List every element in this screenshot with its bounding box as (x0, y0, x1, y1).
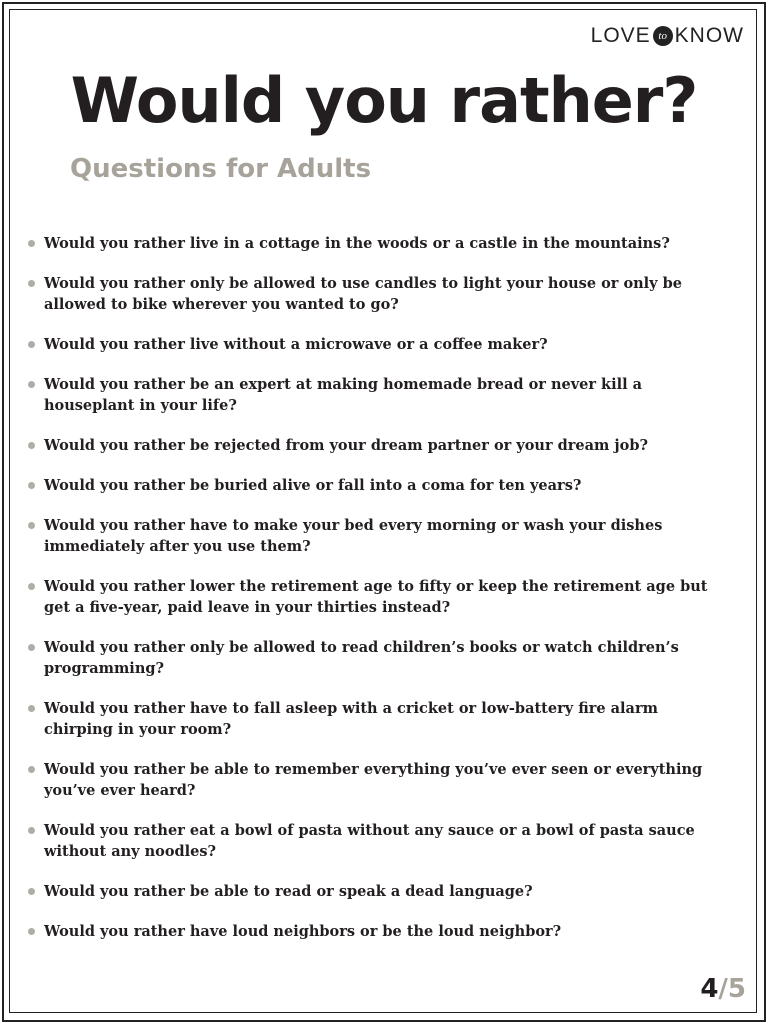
bullet-icon (28, 705, 35, 712)
bullet-icon (28, 522, 35, 529)
question-list (28, 233, 718, 961)
question-text: Would you rather have to fall asleep with a cricket or low-battery fire alarm chirping in your room? (44, 700, 658, 738)
page-number (700, 974, 746, 1004)
bullet-icon (28, 381, 35, 388)
list-item (28, 334, 718, 355)
lovetoknow-logo (591, 24, 744, 48)
question-text: Would you rather have to make your bed every morning or wash your dishes immediately after you use them? (44, 517, 663, 555)
question-text: Would you rather be buried alive or fall into a coma for ten years? (44, 477, 582, 494)
bullet-icon (28, 240, 35, 247)
bullet-icon (28, 482, 35, 489)
bullet-icon (28, 827, 35, 834)
logo-text-know: KNOW (674, 24, 744, 47)
page-separator: / (718, 974, 728, 1004)
logo-text-love: LOVE (590, 24, 651, 47)
list-item (28, 374, 718, 416)
list-item (28, 273, 718, 315)
question-text: Would you rather live in a cottage in the woods or a castle in the mountains? (44, 235, 670, 252)
question-text: Would you rather have loud neighbors or be the loud neighbor? (44, 923, 562, 940)
list-item (28, 475, 718, 496)
question-text: Would you rather eat a bowl of pasta without any sauce or a bowl of pasta sauce without any noodles? (44, 822, 695, 860)
question-text: Would you rather only be allowed to read children’s books or watch children’s programming? (44, 639, 679, 677)
list-item (28, 881, 718, 902)
list-item (28, 921, 718, 942)
bullet-icon (28, 928, 35, 935)
bullet-icon (28, 341, 35, 348)
bullet-icon (28, 583, 35, 590)
page-total: 5 (727, 974, 746, 1004)
list-item (28, 820, 718, 862)
page-current: 4 (700, 974, 719, 1004)
page-subtitle: Questions for Adults (70, 154, 372, 184)
list-item (28, 759, 718, 801)
logo-circle-to: to (653, 26, 673, 46)
list-item (28, 637, 718, 679)
list-item (28, 435, 718, 456)
page-title: Would you rather? (70, 64, 698, 137)
list-item (28, 576, 718, 618)
bullet-icon (28, 644, 35, 651)
question-text: Would you rather only be allowed to use candles to light your house or only be allowed to bike wherever you wanted to go? (44, 275, 683, 313)
question-text: Would you rather lower the retirement age to fifty or keep the retirement age but get a five-year, paid leave in your thirties instead? (44, 578, 708, 616)
question-text: Would you rather be able to read or speak a dead language? (44, 883, 533, 900)
list-item (28, 698, 718, 740)
list-item (28, 233, 718, 254)
bullet-icon (28, 442, 35, 449)
list-item (28, 515, 718, 557)
bullet-icon (28, 280, 35, 287)
bullet-icon (28, 888, 35, 895)
question-text: Would you rather live without a microwave or a coffee maker? (44, 336, 548, 353)
question-text: Would you rather be an expert at making homemade bread or never kill a houseplant in your life? (44, 376, 643, 414)
question-text: Would you rather be able to remember everything you’ve ever seen or everything you’ve ever heard? (44, 761, 703, 799)
bullet-icon (28, 766, 35, 773)
question-text: Would you rather be rejected from your dream partner or your dream job? (44, 437, 648, 454)
